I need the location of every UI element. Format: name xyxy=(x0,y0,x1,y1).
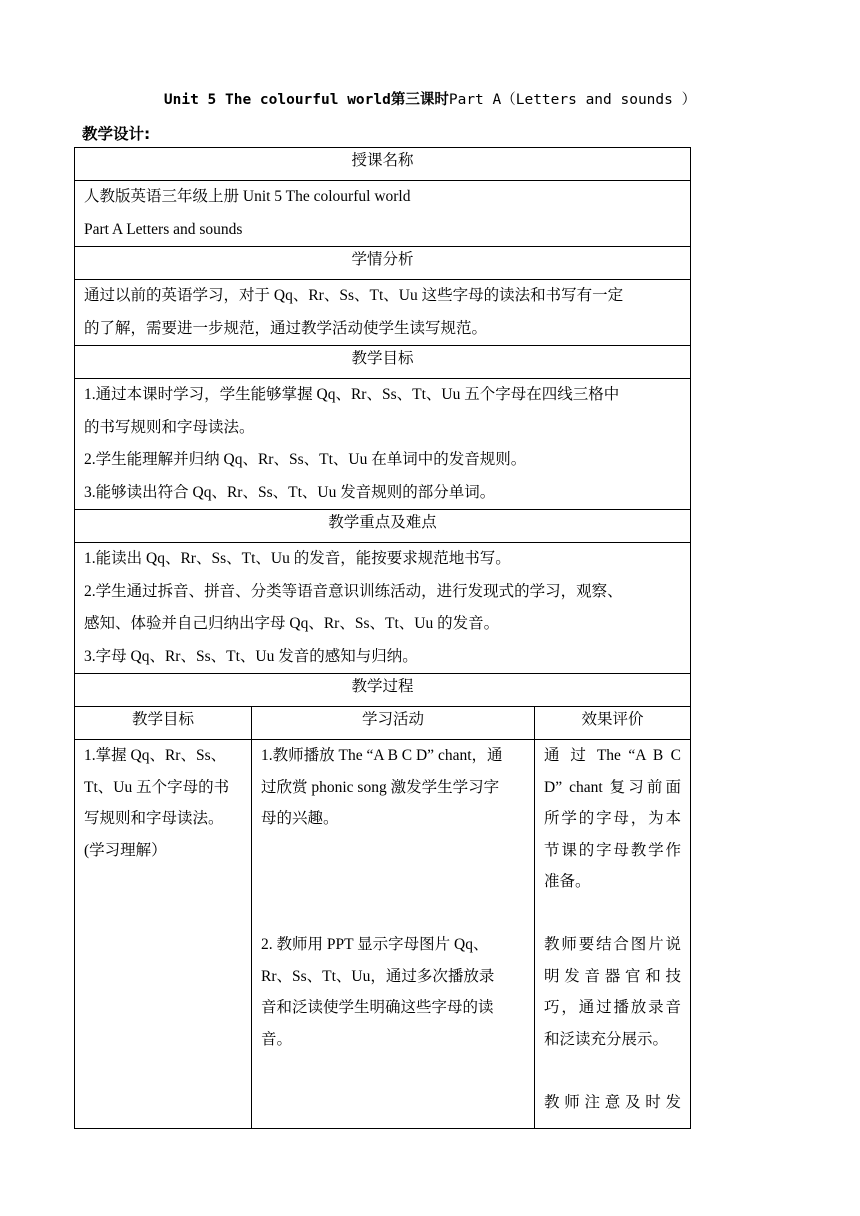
title-part: Part A（Letters and sounds ） xyxy=(448,92,697,108)
text-line: Rr、Ss、Tt、Uu，通过多次播放录 xyxy=(261,967,495,985)
objectives-body xyxy=(75,379,691,510)
text-line: 教师要结合图片说 xyxy=(544,936,682,953)
lesson-plan-table xyxy=(74,147,691,1129)
text-line: 2.学生能理解并归纳 Qq、Rr、Ss、Tt、Uu 在单词中的发音规则。 xyxy=(84,451,527,468)
section-label: 教学设计: xyxy=(82,125,151,143)
text-line: 巧，通过播放录音 xyxy=(544,999,682,1016)
text-line: 的书写规则和字母读法。 xyxy=(84,418,255,436)
text-line: 明 发 音 器 官 和 技 xyxy=(544,967,682,985)
key-points-body xyxy=(75,543,691,674)
analysis-header: 学情分析 xyxy=(75,247,691,280)
process-evaluation-cell xyxy=(535,740,691,1129)
text-line: 写规则和字母读法。 xyxy=(84,810,224,827)
text-line: 感知、体验并自己归纳出字母 Qq、Rr、Ss、Tt、Uu 的发音。 xyxy=(84,615,500,632)
text-line: 3.字母 Qq、Rr、Ss、Tt、Uu 发音的感知与归纳。 xyxy=(84,647,418,665)
key-points-header: 教学重点及难点 xyxy=(75,510,691,543)
text-line: 所学的字母，为本 xyxy=(544,810,682,827)
text-line: 1.掌握 Qq、Rr、Ss、 xyxy=(84,747,227,764)
text-line: 音和泛读使学生明确这些字母的读 xyxy=(261,999,494,1016)
objectives-header: 教学目标 xyxy=(75,346,691,379)
text-line: 过欣赏 phonic song 激发学生学习字 xyxy=(261,778,500,796)
text-line: 1.能读出 Qq、Rr、Ss、Tt、Uu 的发音，能按要求规范地书写。 xyxy=(84,550,511,567)
text-line: 3.能够读出符合 Qq、Rr、Ss、Tt、Uu 发音规则的部分单词。 xyxy=(84,483,496,501)
text-line: 2.学生通过拆音、拼音、分类等语音意识训练活动，进行发现式的学习，观察、 xyxy=(84,582,623,600)
text-line: 和泛读充分展示。 xyxy=(544,1030,669,1048)
page-title xyxy=(0,88,860,109)
process-activity-cell xyxy=(252,740,535,1129)
text-line: Tt、Uu 五个字母的书 xyxy=(84,778,230,796)
lesson-name-body xyxy=(75,181,691,247)
text-line: 人教版英语三年级上册 Unit 5 The colourful world xyxy=(84,188,411,205)
text-line: 1.通过本课时学习，学生能够掌握 Qq、Rr、Ss、Tt、Uu 五个字母在四线三格中 xyxy=(84,386,620,403)
text-line: 2. 教师用 PPT 显示字母图片 Qq、 xyxy=(261,936,489,953)
text-line: 通过以前的英语学习，对于 Qq、Rr、Ss、Tt、Uu 这些字母的读法和书写有一定 xyxy=(84,287,624,304)
text-line: 节课的字母教学作 xyxy=(544,841,682,859)
analysis-body xyxy=(75,280,691,346)
title-lesson: 第三课时 xyxy=(390,92,449,108)
column-header-goal: 教学目标 xyxy=(75,707,252,740)
text-line: (学习理解） xyxy=(84,841,167,859)
column-header-evaluation: 效果评价 xyxy=(535,707,691,740)
process-header: 教学过程 xyxy=(75,674,691,707)
text-line: Part A Letters and sounds xyxy=(84,220,243,238)
text-line: 母的兴趣。 xyxy=(261,810,339,827)
text-line: D” chant 复习前面 xyxy=(544,778,682,796)
process-goal-cell xyxy=(75,740,252,1129)
column-header-activity: 学习活动 xyxy=(252,707,535,740)
text-line: 音。 xyxy=(261,1030,293,1048)
text-line: 教 师 注 意 及 时 发 xyxy=(544,1093,682,1111)
lesson-name-header: 授课名称 xyxy=(75,148,691,181)
title-unit: Unit 5 The colourful world xyxy=(163,92,391,108)
text-line: 1.教师播放 The “A B C D” chant，通 xyxy=(261,747,503,764)
text-line: 的了解，需要进一步规范，通过教学活动使学生读写规范。 xyxy=(84,319,488,337)
text-line: 通 过 The “A B C xyxy=(544,747,682,764)
text-line: 准备。 xyxy=(544,873,591,890)
